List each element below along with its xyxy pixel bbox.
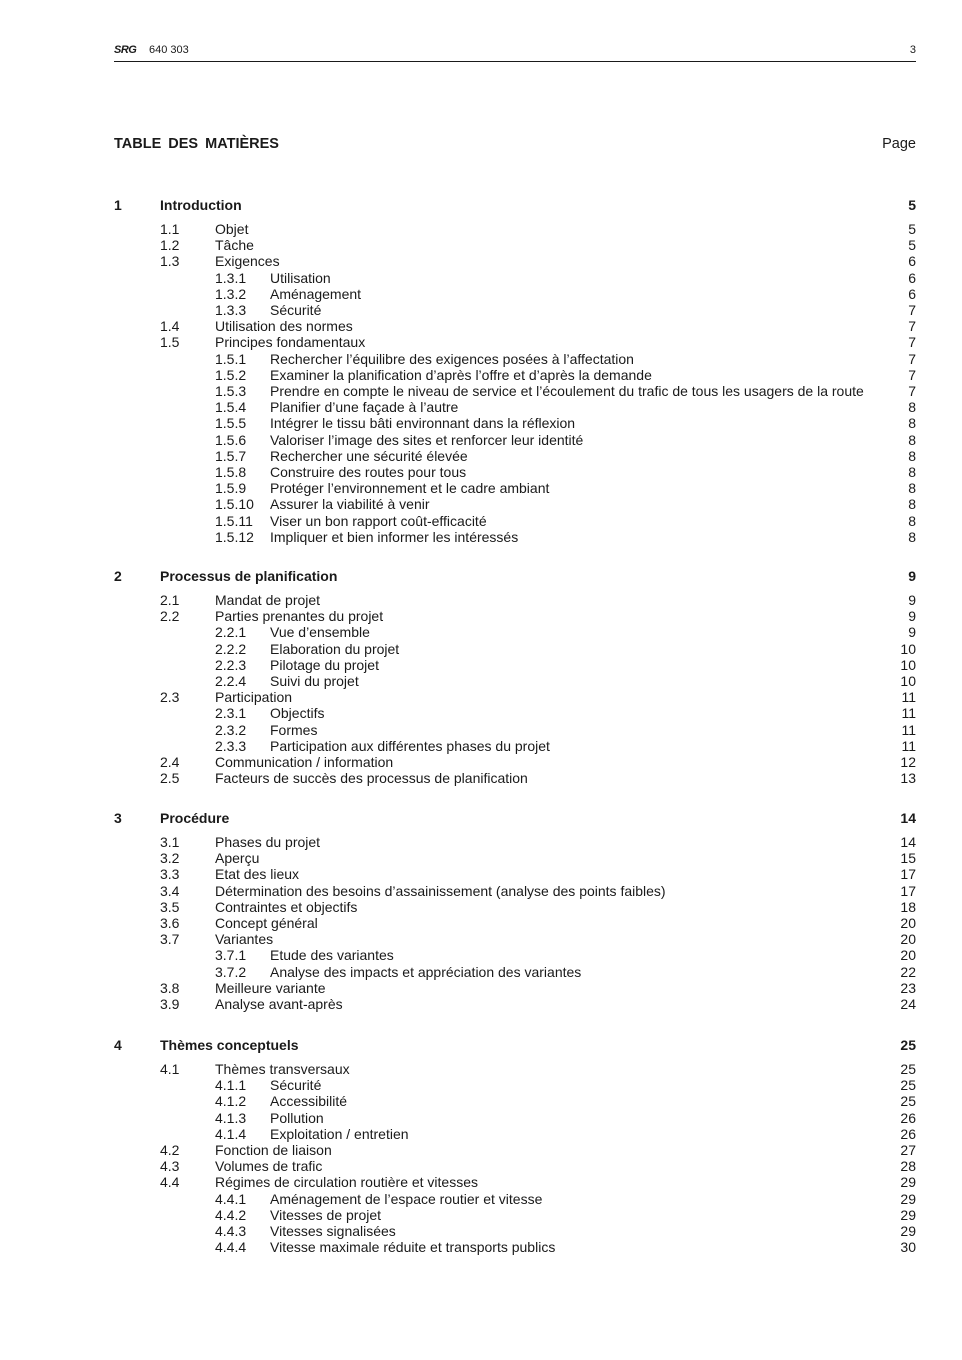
- toc-section-row[interactable]: [0, 834, 962, 850]
- toc-entry-number: 3.4: [160, 883, 180, 899]
- toc-entry-title: Prendre en compte le niveau de service et l’écoulement du trafic de tous les usagers de la route: [270, 383, 864, 399]
- toc-entry-page: 22: [900, 964, 916, 980]
- toc-entry-number: 1.5.11: [215, 513, 253, 529]
- toc-subsection-row[interactable]: [0, 302, 962, 318]
- toc-subsection-row[interactable]: [0, 496, 962, 512]
- toc-entry-page: 9: [908, 624, 916, 640]
- toc-entry-title: Thèmes conceptuels: [160, 1037, 299, 1053]
- toc-entry-title: Pollution: [270, 1110, 324, 1126]
- toc-section-row[interactable]: [0, 237, 962, 253]
- toc-entry-page: 8: [908, 415, 916, 431]
- toc-subsection-row[interactable]: [0, 1207, 962, 1223]
- toc-entry-number: 2.1: [160, 592, 180, 608]
- toc-section-row[interactable]: [0, 689, 962, 705]
- toc-entry-page: 29: [900, 1174, 916, 1190]
- toc-entry-number: 2.2.4: [215, 673, 247, 689]
- toc-entry-page: 9: [908, 592, 916, 608]
- toc-entry-title: Concept général: [215, 915, 318, 931]
- toc-entry-page: 20: [900, 947, 916, 963]
- toc-entry-number: 3.3: [160, 866, 180, 882]
- toc-section-row[interactable]: [0, 866, 962, 882]
- toc-entry-title: Aménagement de l’espace routier et vitesse: [270, 1191, 543, 1207]
- toc-entry-page: 8: [908, 464, 916, 480]
- toc-subsection-row[interactable]: [0, 1223, 962, 1239]
- page-number: 3: [909, 44, 916, 56]
- toc-entry-number: 2.4: [160, 754, 180, 770]
- toc-subsection-row[interactable]: [0, 286, 962, 302]
- toc-entry-title: Sécurité: [270, 302, 322, 318]
- toc-entry-title: Participation aux différentes phases du projet: [270, 738, 550, 754]
- toc-entry-number: 3.7.1: [215, 947, 247, 963]
- toc-entry-page: 7: [908, 302, 916, 318]
- toc-entry-number: 3: [114, 810, 122, 826]
- toc-entry-page: 8: [908, 432, 916, 448]
- toc-entry-number: 1.5.9: [215, 480, 247, 496]
- toc-entry-number: 4.1.3: [215, 1110, 247, 1126]
- toc-entry-number: 4.4.1: [215, 1191, 247, 1207]
- toc-entry-number: 2.2: [160, 608, 180, 624]
- toc-subsection-row[interactable]: [0, 448, 962, 464]
- toc-entry-title: Détermination des besoins d’assainissement (analyse des points faibles): [215, 883, 666, 899]
- toc-subsection-row[interactable]: [0, 738, 962, 754]
- toc-entry-title: Utilisation: [270, 270, 331, 286]
- toc-entry-number: 4.3: [160, 1158, 180, 1174]
- toc-entry-page: 24: [900, 996, 916, 1012]
- toc-entry-title: Principes fondamentaux: [215, 334, 366, 350]
- toc-entry-title: Phases du projet: [215, 834, 321, 850]
- toc-entry-number: 4.2: [160, 1142, 180, 1158]
- toc-entry-number: 4.4.2: [215, 1207, 247, 1223]
- toc-entry-title: Intégrer le tissu bâti environnant dans la réflexion: [270, 415, 576, 431]
- toc-subsection-row[interactable]: [0, 673, 962, 689]
- toc-subsection-row[interactable]: [0, 432, 962, 448]
- toc-entry-title: Viser un bon rapport coût-efficacité: [270, 513, 487, 529]
- toc-entry-number: 1.3.3: [215, 302, 247, 318]
- toc-entry-page: 11: [901, 722, 916, 738]
- toc-entry-page: 7: [908, 351, 916, 367]
- toc-entry-page: 5: [908, 197, 916, 213]
- toc-entry-number: 1.5.10: [215, 496, 254, 512]
- toc-entry-page: 18: [900, 899, 916, 915]
- toc-subsection-row[interactable]: [0, 383, 962, 399]
- toc-entry-title: Vitesses signalisées: [270, 1223, 396, 1239]
- toc-entry-page: 5: [908, 221, 916, 237]
- toc-entry-title: Impliquer et bien informer les intéressés: [270, 529, 519, 545]
- toc-entry-title: Introduction: [160, 197, 242, 213]
- toc-entry-title: Objectifs: [270, 705, 325, 721]
- toc-entry-number: 4.1.4: [215, 1126, 247, 1142]
- toc-entry-title: Communication / information: [215, 754, 394, 770]
- toc-entry-page: 8: [908, 496, 916, 512]
- toc-entry-number: 1.1: [160, 221, 180, 237]
- toc-entry-title: Volumes de trafic: [215, 1158, 323, 1174]
- toc-entry-page: 8: [908, 399, 916, 415]
- toc-subsection-row[interactable]: [0, 529, 962, 545]
- toc-entry-number: 2.3.3: [215, 738, 247, 754]
- toc-entry-title: Fonction de liaison: [215, 1142, 332, 1158]
- toc-entry-title: Exigences: [215, 253, 280, 269]
- toc-subsection-row[interactable]: [0, 657, 962, 673]
- toc-title: TABLE DES MATIÈRES: [114, 136, 279, 152]
- toc-subsection-row[interactable]: [0, 1110, 962, 1126]
- toc-entry-page: 29: [900, 1191, 916, 1207]
- document-number: 640 303: [149, 44, 189, 56]
- toc-entry-page: 29: [900, 1207, 916, 1223]
- toc-entry-number: 2.2.1: [215, 624, 247, 640]
- toc-entry-title: Variantes: [215, 931, 274, 947]
- toc-entry-title: Vitesses de projet: [270, 1207, 382, 1223]
- toc-entry-title: Construire des routes pour tous: [270, 464, 467, 480]
- toc-entry-number: 3.9: [160, 996, 180, 1012]
- toc-entry-page: 6: [908, 253, 916, 269]
- toc-subsection-row[interactable]: [0, 415, 962, 431]
- toc-section-row[interactable]: [0, 334, 962, 350]
- toc-entry-page: 17: [900, 866, 916, 882]
- toc-section-row[interactable]: [0, 850, 962, 866]
- toc-subsection-row[interactable]: [0, 513, 962, 529]
- toc-entry-title: Elaboration du projet: [270, 641, 400, 657]
- toc-entry-number: 4.1.1: [215, 1077, 247, 1093]
- toc-entry-number: 2: [114, 568, 122, 584]
- toc-section-row[interactable]: [0, 899, 962, 915]
- toc-entry-title: Etude des variantes: [270, 947, 394, 963]
- toc-entry-page: 26: [900, 1110, 916, 1126]
- toc-subsection-row[interactable]: [0, 722, 962, 738]
- toc-section-row[interactable]: [0, 592, 962, 608]
- toc-entry-title: Analyse des impacts et appréciation des variantes: [270, 964, 582, 980]
- toc-entry-number: 3.1: [160, 834, 180, 850]
- toc-section-row[interactable]: [0, 221, 962, 237]
- toc-entry-title: Procédure: [160, 810, 230, 826]
- toc-chapter-row[interactable]: [0, 568, 962, 584]
- toc-entry-title: Meilleure variante: [215, 980, 326, 996]
- toc-chapter-row[interactable]: [0, 810, 962, 826]
- toc-section-row[interactable]: [0, 608, 962, 624]
- toc-entry-number: 1.5.5: [215, 415, 247, 431]
- toc-entry-number: 4: [114, 1037, 122, 1053]
- toc-entry-page: 10: [900, 657, 916, 673]
- toc-entry-number: 1.3.2: [215, 286, 247, 302]
- toc-subsection-row[interactable]: [0, 480, 962, 496]
- toc-entry-title: Pilotage du projet: [270, 657, 379, 673]
- toc-entry-page: 9: [908, 568, 916, 584]
- toc-entry-page: 11: [901, 738, 916, 754]
- toc-section-row[interactable]: [0, 770, 962, 786]
- toc-section-row[interactable]: [0, 318, 962, 334]
- toc-entry-page: 20: [900, 915, 916, 931]
- toc-entry-number: 1.5.1: [215, 351, 247, 367]
- toc-entry-title: Processus de planification: [160, 568, 338, 584]
- toc-subsection-row[interactable]: [0, 367, 962, 383]
- toc-entry-number: 1.5.12: [215, 529, 254, 545]
- toc-entry-number: 3.2: [160, 850, 180, 866]
- toc-entry-page: 5: [908, 237, 916, 253]
- toc-entry-title: Planifier d’une façade à l’autre: [270, 399, 459, 415]
- toc-entry-page: 25: [900, 1061, 916, 1077]
- toc-entry-title: Assurer la viabilité à venir: [270, 496, 430, 512]
- toc-entry-title: Aperçu: [215, 850, 260, 866]
- toc-entry-page: 14: [900, 810, 916, 826]
- toc-entry-page: 8: [908, 480, 916, 496]
- toc-entry-title: Contraintes et objectifs: [215, 899, 358, 915]
- toc-subsection-row[interactable]: [0, 1077, 962, 1093]
- toc-entry-title: Exploitation / entretien: [270, 1126, 409, 1142]
- toc-entry-title: Mandat de projet: [215, 592, 321, 608]
- toc-entry-page: 7: [908, 383, 916, 399]
- toc-entry-title: Examiner la planification d’après l’offre et d’après la demande: [270, 367, 652, 383]
- toc-section-row[interactable]: [0, 980, 962, 996]
- toc-entry-number: 3.7: [160, 931, 180, 947]
- toc-section-row[interactable]: [0, 883, 962, 899]
- toc-subsection-row[interactable]: [0, 464, 962, 480]
- toc-entry-title: Analyse avant-après: [215, 996, 343, 1012]
- toc-subsection-row[interactable]: [0, 1126, 962, 1142]
- toc-entry-page: 29: [900, 1223, 916, 1239]
- toc-entry-page: 13: [900, 770, 916, 786]
- toc-entry-number: 1.5.3: [215, 383, 247, 399]
- toc-entry-title: Suivi du projet: [270, 673, 359, 689]
- toc-entry-page: 8: [908, 448, 916, 464]
- toc-entry-number: 1.5.2: [215, 367, 247, 383]
- toc-entry-number: 1.4: [160, 318, 180, 334]
- toc-entry-page: 14: [900, 834, 916, 850]
- toc-subsection-row[interactable]: [0, 270, 962, 286]
- toc-entry-title: Etat des lieux: [215, 866, 300, 882]
- toc-entry-page: 9: [908, 608, 916, 624]
- toc-entry-number: 2.3.2: [215, 722, 247, 738]
- toc-entry-page: 30: [900, 1239, 916, 1255]
- toc-entry-page: 17: [900, 883, 916, 899]
- toc-subsection-row[interactable]: [0, 624, 962, 640]
- toc-entry-page: 7: [908, 334, 916, 350]
- toc-entry-page: 10: [900, 673, 916, 689]
- toc-entry-page: 26: [900, 1126, 916, 1142]
- toc-entry-title: Protéger l’environnement et le cadre ambiant: [270, 480, 550, 496]
- toc-entry-number: 1.3.1: [215, 270, 247, 286]
- toc-entry-page: 6: [908, 270, 916, 286]
- toc-entry-number: 2.5: [160, 770, 180, 786]
- toc-entry-title: Participation: [215, 689, 293, 705]
- toc-section-row[interactable]: [0, 931, 962, 947]
- toc-entry-title: Tâche: [215, 237, 254, 253]
- toc-entry-title: Vue d’ensemble: [270, 624, 370, 640]
- toc-entry-number: 1.5.4: [215, 399, 247, 415]
- toc-entry-number: 3.5: [160, 899, 180, 915]
- toc-entry-title: Aménagement: [270, 286, 362, 302]
- toc-entry-title: Rechercher une sécurité élevée: [270, 448, 468, 464]
- toc-subsection-row[interactable]: [0, 1093, 962, 1109]
- toc-section-row[interactable]: [0, 1174, 962, 1190]
- toc-section-row[interactable]: [0, 253, 962, 269]
- toc-entry-title: Facteurs de succès des processus de planification: [215, 770, 528, 786]
- toc-entry-page: 27: [900, 1142, 916, 1158]
- toc-entry-number: 1.5.7: [215, 448, 247, 464]
- publisher-logo: SRG: [114, 44, 137, 56]
- toc-entry-page: 10: [900, 641, 916, 657]
- toc-entry-number: 4.4.3: [215, 1223, 247, 1239]
- toc-section-row[interactable]: [0, 1158, 962, 1174]
- toc-entry-title: Vitesse maximale réduite et transports publics: [270, 1239, 556, 1255]
- toc-entry-page: 25: [900, 1077, 916, 1093]
- toc-entry-number: 4.1.2: [215, 1093, 247, 1109]
- toc-entry-page: 25: [900, 1093, 916, 1109]
- toc-entry-page: 23: [900, 980, 916, 996]
- toc-entry-number: 4.4: [160, 1174, 180, 1190]
- toc-entry-number: 1.5.8: [215, 464, 247, 480]
- toc-entry-number: 1.5.6: [215, 432, 247, 448]
- toc-entry-title: Thèmes transversaux: [215, 1061, 350, 1077]
- toc-subsection-row[interactable]: [0, 964, 962, 980]
- toc-subsection-row[interactable]: [0, 705, 962, 721]
- toc-subsection-row[interactable]: [0, 947, 962, 963]
- toc-entry-page: 11: [901, 705, 916, 721]
- toc-entry-number: 1.3: [160, 253, 180, 269]
- toc-entry-page: 15: [900, 850, 916, 866]
- toc-chapter-row[interactable]: [0, 197, 962, 213]
- toc-entry-title: Valoriser l’image des sites et renforcer leur identité: [270, 432, 584, 448]
- toc-subsection-row[interactable]: [0, 399, 962, 415]
- toc-entry-page: 28: [900, 1158, 916, 1174]
- toc-entry-number: 1.5: [160, 334, 180, 350]
- toc-entry-number: 2.2.2: [215, 641, 247, 657]
- toc-entry-page: 6: [908, 286, 916, 302]
- toc-entry-number: 4.1: [160, 1061, 180, 1077]
- toc-subsection-row[interactable]: [0, 641, 962, 657]
- toc-entry-number: 1: [114, 197, 122, 213]
- toc-entry-page: 7: [908, 318, 916, 334]
- toc-entry-title: Rechercher l’équilibre des exigences posées à l’affectation: [270, 351, 634, 367]
- toc-entry-page: 12: [900, 754, 916, 770]
- toc-entry-number: 2.2.3: [215, 657, 247, 673]
- toc-subsection-row[interactable]: [0, 351, 962, 367]
- toc-entry-page: 11: [901, 689, 916, 705]
- toc-entry-page: 8: [908, 513, 916, 529]
- toc-section-row[interactable]: [0, 754, 962, 770]
- toc-entry-page: 25: [900, 1037, 916, 1053]
- toc-section-row[interactable]: [0, 996, 962, 1012]
- toc-entry-page: 8: [908, 529, 916, 545]
- toc-section-row[interactable]: [0, 1142, 962, 1158]
- toc-entry-number: 2.3: [160, 689, 180, 705]
- toc-entry-title: Sécurité: [270, 1077, 322, 1093]
- toc-subsection-row[interactable]: [0, 1239, 962, 1255]
- toc-section-row[interactable]: [0, 1061, 962, 1077]
- toc-section-row[interactable]: [0, 915, 962, 931]
- toc-entry-page: 7: [908, 367, 916, 383]
- toc-chapter-row[interactable]: [0, 1037, 962, 1053]
- toc-entry-number: 3.8: [160, 980, 180, 996]
- toc-entry-title: Accessibilité: [270, 1093, 348, 1109]
- toc-entry-number: 1.2: [160, 237, 180, 253]
- toc-page-column-label: Page: [882, 136, 916, 152]
- toc-entry-title: Utilisation des normes: [215, 318, 353, 334]
- toc-entry-page: 20: [900, 931, 916, 947]
- toc-entry-number: 2.3.1: [215, 705, 247, 721]
- toc-entry-title: Régimes de circulation routière et vitesses: [215, 1174, 479, 1190]
- toc-entry-title: Formes: [270, 722, 318, 738]
- toc-entry-number: 3.6: [160, 915, 180, 931]
- toc-entry-title: Objet: [215, 221, 249, 237]
- toc-subsection-row[interactable]: [0, 1191, 962, 1207]
- toc-entry-number: 3.7.2: [215, 964, 247, 980]
- toc-entry-number: 4.4.4: [215, 1239, 247, 1255]
- toc-entry-title: Parties prenantes du projet: [215, 608, 384, 624]
